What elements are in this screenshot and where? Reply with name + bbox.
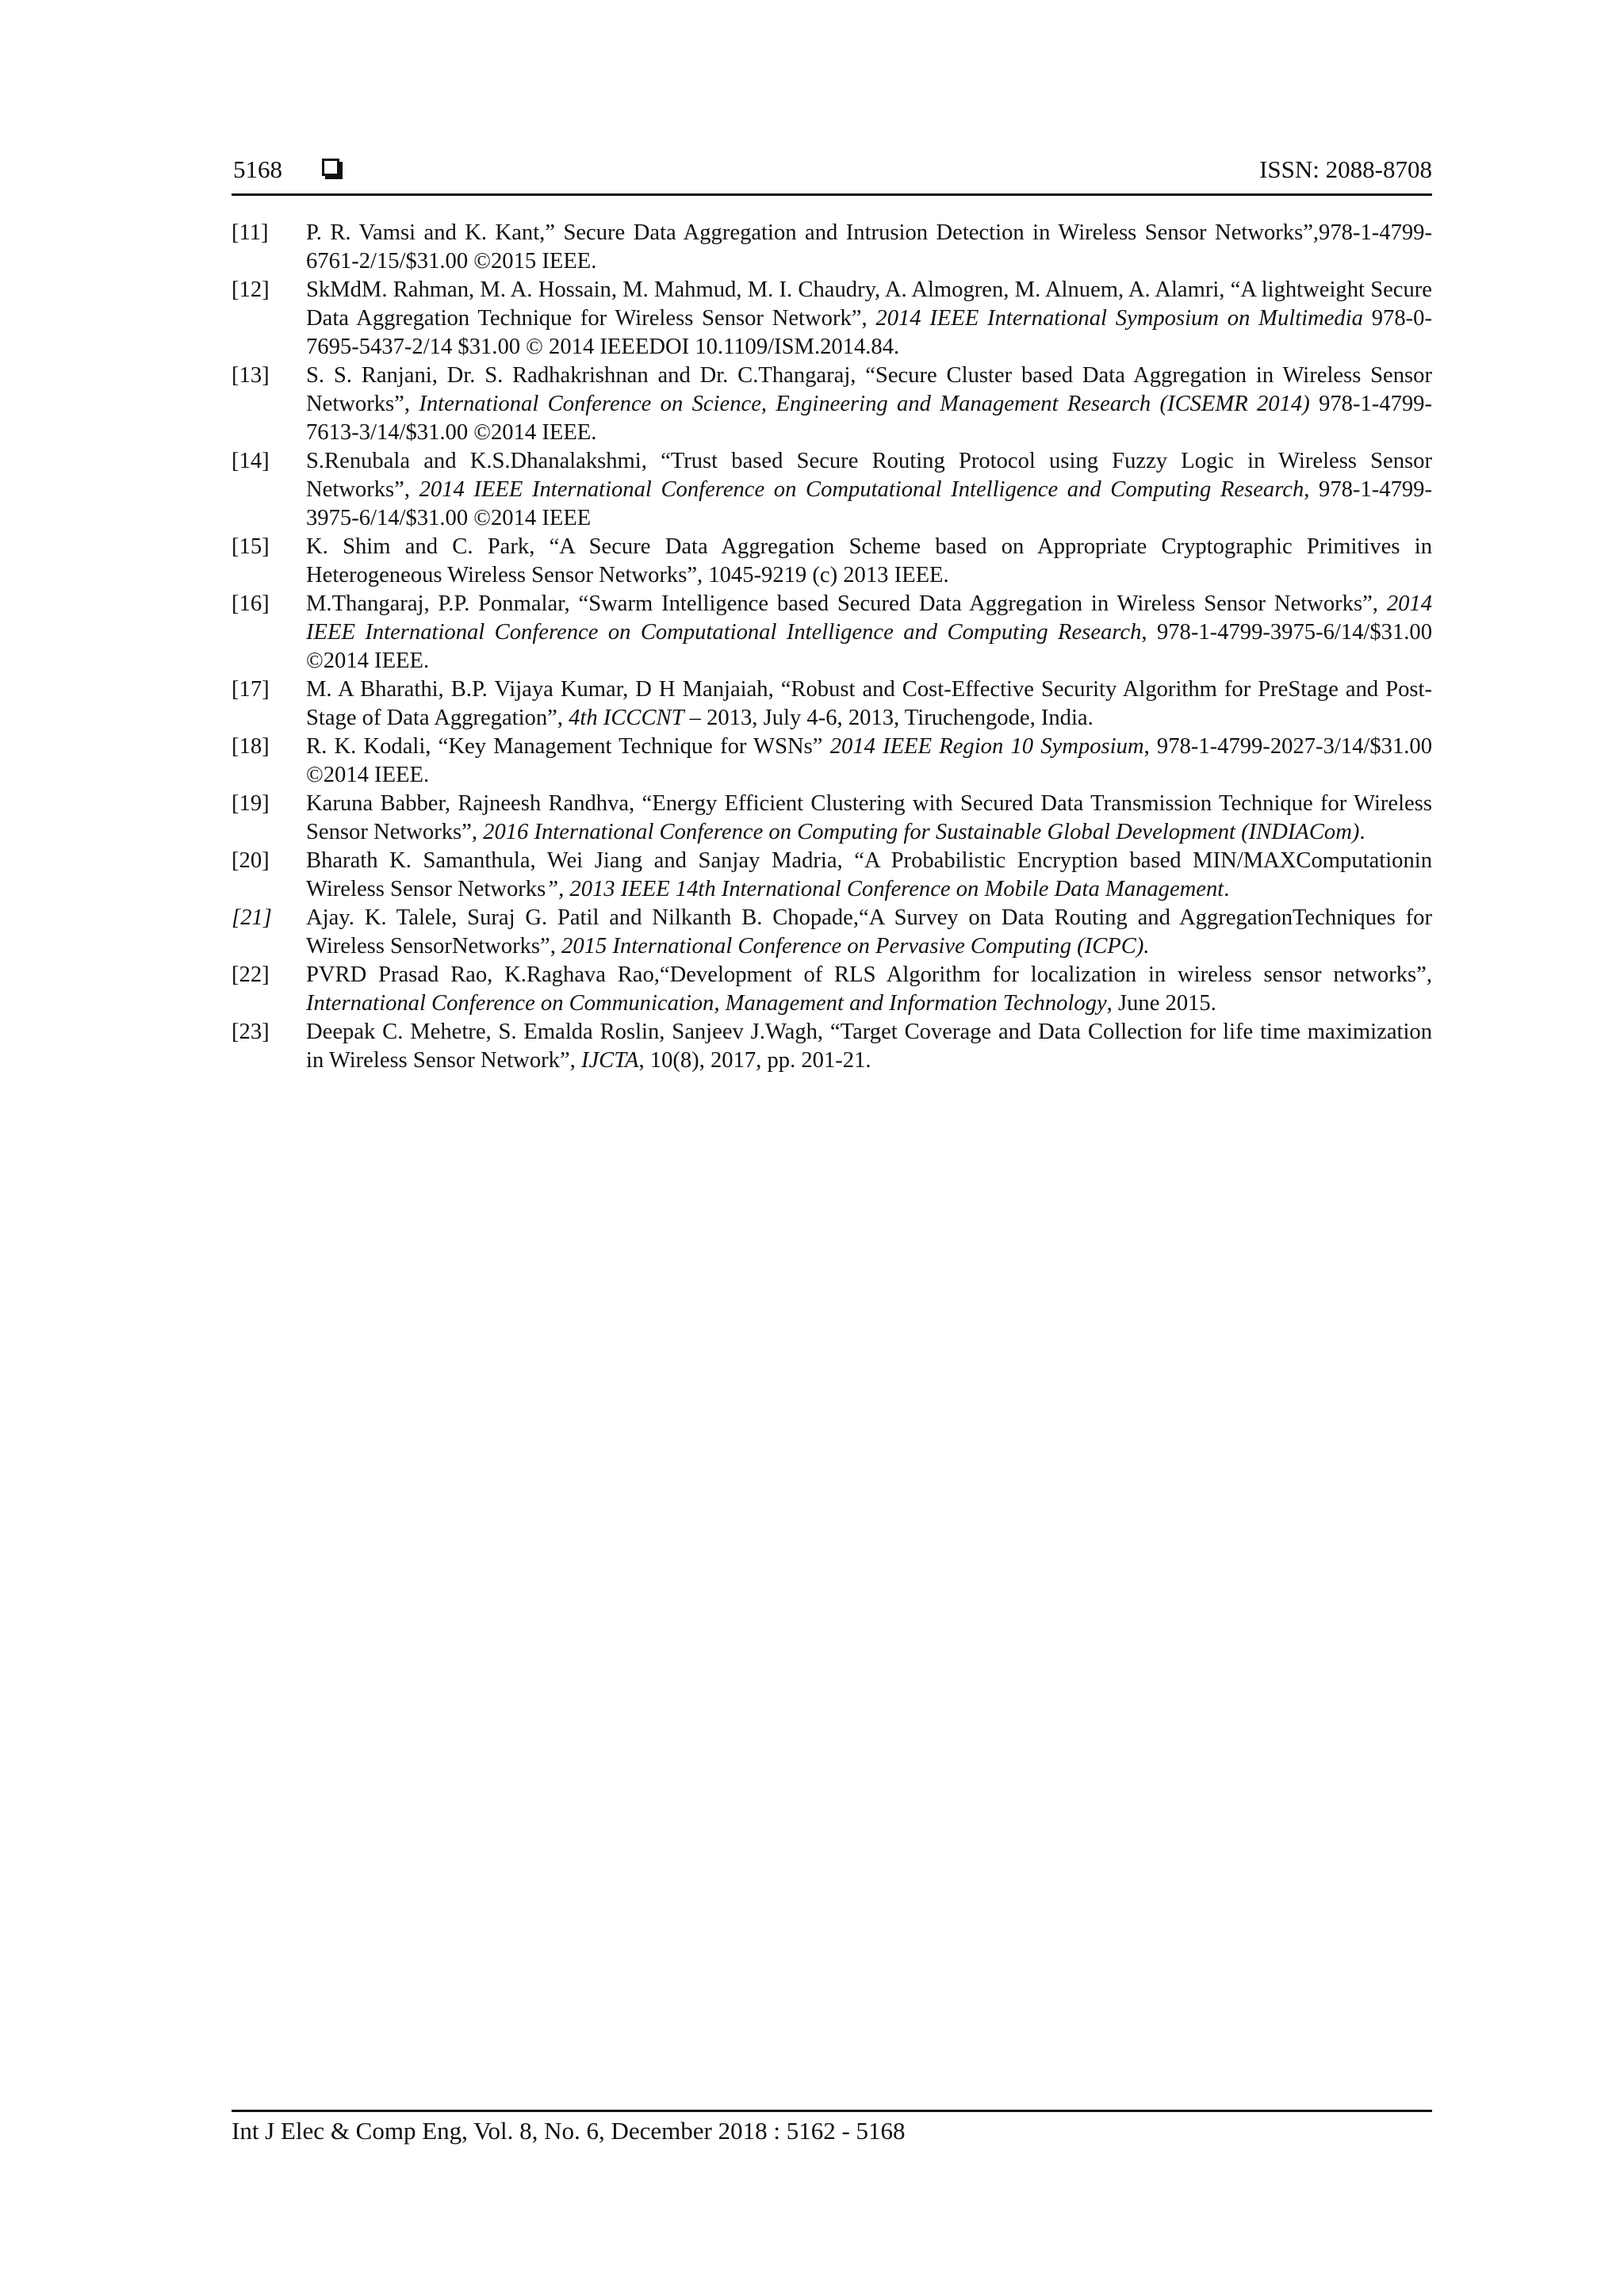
reference-number: [19] — [232, 791, 270, 816]
reference-venue: 2016 International Conference on Computing for Sustainable Global Development (INDIACom) — [483, 820, 1360, 844]
reference-number: [16] — [232, 591, 270, 616]
reference-segment: 978-0-7695-5437-2/14 $31.00 © 2014 IEEEDOI 10.1109/ISM.2014.84. — [306, 306, 1432, 359]
reference-text — [306, 447, 1432, 533]
reference-entry — [232, 961, 1432, 1018]
reference-text — [306, 790, 1432, 847]
reference-entry — [232, 790, 1432, 847]
reference-number: [12] — [232, 277, 270, 302]
reference-number: [22] — [232, 962, 270, 987]
reference-segment: M.Thangaraj, P.P. Ponmalar, “Swarm Intelligence based Secured Data Aggregation in Wireless Sensor Networks”, — [306, 591, 1387, 616]
reference-entry — [232, 533, 1432, 590]
reference-segment: , June 2015. — [1106, 991, 1216, 1016]
reference-number: [23] — [232, 1020, 270, 1044]
reference-segment: SkMdM. Rahman, M. A. Hossain, M. Mahmud, M. I. Chaudry, A. Almogren, M. Alnuem, A. Alamri, “A lightweight Secure Data Aggregation Technique for Wireless Sensor Network”, — [306, 277, 1432, 331]
reference-venue: International Conference on Communication, Management and Information Technology — [306, 991, 1107, 1016]
page-footer — [232, 2110, 1432, 2145]
reference-segment: 978-1-4799-7613-3/14/$31.00 ©2014 IEEE. — [306, 392, 1433, 445]
reference-segment: , 978-1-4799-3975-6/14/$31.00 ©2014 IEEE. — [306, 620, 1433, 673]
reference-entry — [232, 276, 1432, 362]
reference-text — [306, 590, 1432, 675]
reference-entry — [232, 219, 1432, 276]
reference-entry — [232, 675, 1432, 733]
reference-entry — [232, 447, 1432, 533]
reference-text — [306, 733, 1432, 790]
reference-venue: IJCTA — [580, 1048, 639, 1073]
reference-number: [17] — [232, 677, 270, 702]
reference-segment: – 2013, July 4-6, 2013, Tiruchengode, India. — [684, 706, 1094, 730]
reference-text — [306, 961, 1432, 1018]
reference-venue: 2014 IEEE International Conference on Computational Intelligence and Computing Research — [306, 591, 1432, 645]
box-bullet-icon — [322, 159, 339, 176]
reference-segment: Karuna Babber, Rajneesh Randhva, “Energy Efficient Clustering with Secured Data Transmission Technique for Wireless Sensor Networks”, — [306, 791, 1432, 844]
reference-number — [232, 904, 306, 961]
reference-segment: , 978-1-4799-2027-3/14/$31.00 ©2014 IEEE. — [306, 734, 1432, 787]
reference-venue: 2015 International Conference on Pervasive Computing (ICPC). — [561, 934, 1150, 959]
reference-text — [306, 533, 1432, 590]
reference-list — [232, 219, 1432, 1075]
page-number: 5168 — [233, 155, 282, 183]
reference-segment: . — [1359, 820, 1365, 844]
reference-segment: , 10(8), 2017, pp. 201-21. — [638, 1048, 871, 1073]
reference-number-text: [21] — [232, 905, 272, 930]
reference-segment: , 978-1-4799-3975-6/14/$31.00 ©2014 IEEE — [306, 477, 1432, 530]
reference-segment: . — [1224, 877, 1230, 901]
reference-entry — [232, 733, 1432, 790]
reference-segment: S.Renubala and K.S.Dhanalakshmi, “Trust based Secure Routing Protocol using Fuzzy Logic in Wireless Sensor Networks”, — [306, 449, 1432, 502]
reference-number: [20] — [232, 848, 270, 873]
reference-text — [306, 219, 1432, 276]
reference-text — [306, 362, 1432, 447]
reference-number: [18] — [232, 734, 270, 759]
reference-segment: P. R. Vamsi and K. Kant,” Secure Data Aggregation and Intrusion Detection in Wireless Sensor Networks”,978-1-4799-6761-2/15/$31.00 ©2015 IEEE. — [306, 220, 1432, 274]
reference-venue: ”, 2013 IEEE 14th International Conference on Mobile Data Management — [546, 877, 1224, 901]
reference-venue: 4th ICCCNT — [569, 706, 684, 730]
reference-entry — [232, 847, 1432, 904]
reference-text — [306, 904, 1432, 961]
reference-segment: K. Shim and C. Park, “A Secure Data Aggregation Scheme based on Appropriate Cryptographic Primitives in Heterogeneous Wireless Sensor Networks”, 1045-9219 (c) 2013 IEEE. — [306, 534, 1432, 587]
journal-citation: Int J Elec & Comp Eng, Vol. 8, No. 6, December 2018 : 5162 - 5168 — [232, 2117, 906, 2145]
reference-text — [306, 276, 1432, 362]
reference-venue: 2014 IEEE International Conference on Computational Intelligence and Computing Research — [419, 477, 1304, 502]
reference-number: [11] — [232, 220, 269, 245]
reference-venue: 2014 IEEE Region 10 Symposium — [829, 734, 1144, 759]
reference-text — [306, 675, 1432, 733]
reference-number: [13] — [232, 363, 270, 388]
page-header — [232, 152, 1432, 196]
reference-entry — [232, 362, 1432, 447]
reference-entry — [232, 904, 1432, 961]
reference-segment: S. S. Ranjani, Dr. S. Radhakrishnan and Dr. C.Thangaraj, “Secure Cluster based Data Aggregation in Wireless Sensor Networks”, — [306, 363, 1432, 416]
reference-entry — [232, 590, 1432, 675]
reference-text — [306, 847, 1432, 904]
reference-venue: International Conference on Science, Engineering and Management Research (ICSEMR 2014) — [419, 392, 1310, 416]
reference-number: [14] — [232, 449, 270, 473]
reference-venue: 2014 IEEE International Symposium on Multimedia — [875, 306, 1363, 331]
reference-segment: Bharath K. Samanthula, Wei Jiang and Sanjay Madria, “A Probabilistic Encryption based MIN/MAXComputationin Wireless Sensor Networks — [306, 848, 1432, 901]
reference-segment: Ajay. K. Talele, Suraj G. Patil and Nilkanth B. Chopade,“A Survey on Data Routing and AggregationTechniques for Wireless SensorNetworks”, — [306, 905, 1432, 959]
reference-number: [15] — [232, 534, 270, 559]
reference-segment: R. K. Kodali, “Key Management Technique for WSNs” — [306, 734, 830, 759]
reference-entry — [232, 1018, 1432, 1075]
reference-text — [306, 1018, 1432, 1075]
reference-segment: Deepak C. Mehetre, S. Emalda Roslin, Sanjeev J.Wagh, “Target Coverage and Data Collection for life time maximization in Wireless Sensor Network”, — [306, 1020, 1432, 1073]
reference-segment: M. A Bharathi, B.P. Vijaya Kumar, D H Manjaiah, “Robust and Cost-Effective Security Algorithm for PreStage and Post-Stage of Data Aggregation”, — [306, 677, 1432, 730]
reference-segment: PVRD Prasad Rao, K.Raghava Rao,“Development of RLS Algorithm for localization in wireless sensor networks”, — [306, 962, 1432, 987]
journal-issn: ISSN: 2088-8708 — [1259, 155, 1432, 183]
